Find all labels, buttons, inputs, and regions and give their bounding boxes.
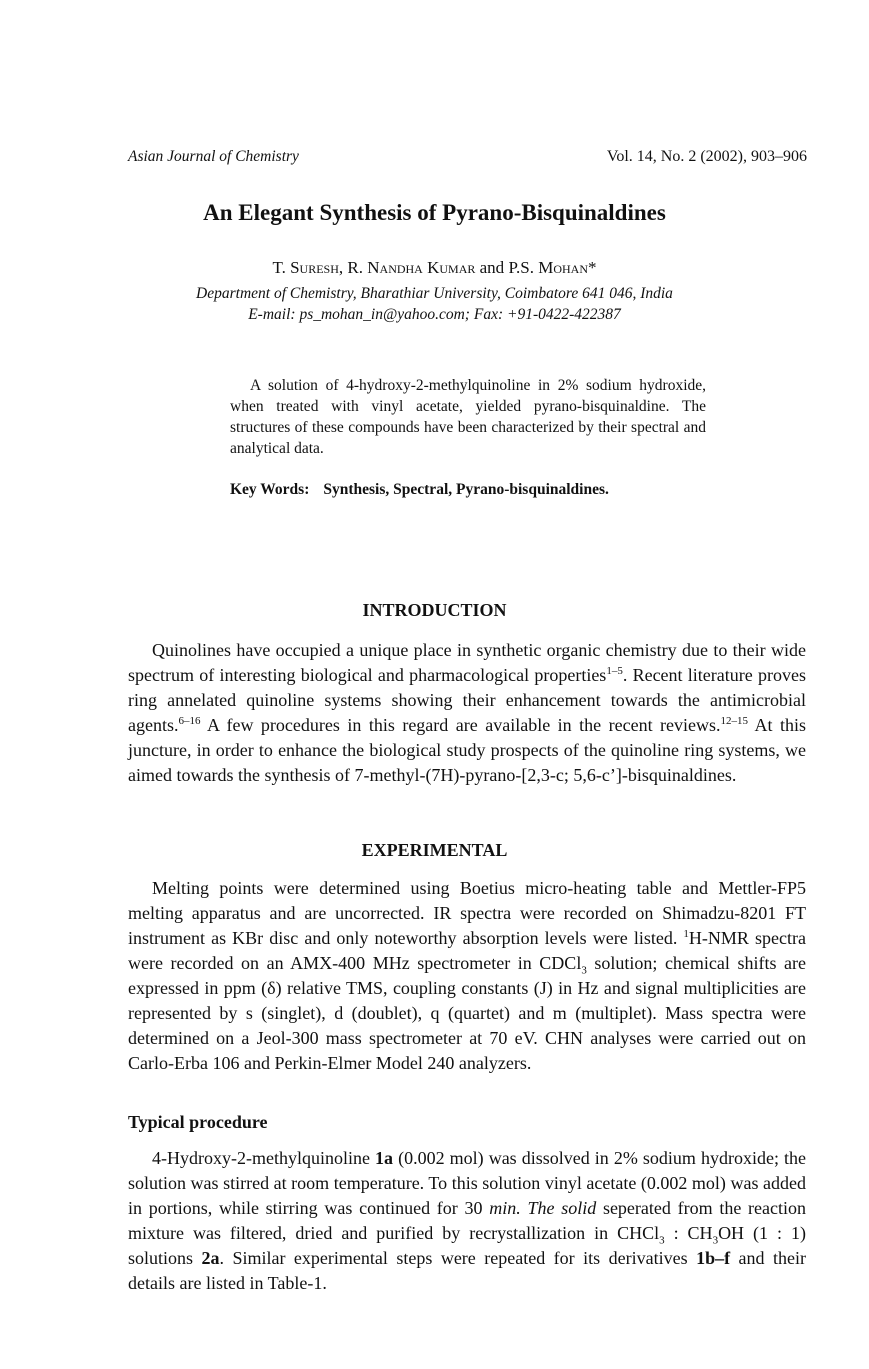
author-1: T. Suresh <box>272 258 339 277</box>
subscript: 3 <box>659 1234 665 1247</box>
department: Department of Chemistry, Bharathiar University, Coimbatore 641 046, India <box>196 285 673 302</box>
keywords-values: Synthesis, Spectral, Pyrano-bisquinaldines. <box>323 481 609 498</box>
subscript: 3 <box>581 964 587 977</box>
compound-label: 1b–f <box>696 1248 731 1268</box>
journal-name: Asian Journal of Chemistry <box>128 148 299 165</box>
citation: 6–16 <box>178 715 201 727</box>
experimental-heading: EXPERIMENTAL <box>361 840 508 860</box>
keywords <box>230 481 609 499</box>
introduction-paragraph: Quinolines have occupied a unique place in synthetic organic chemistry due to their wide spectrum of interesting biological and pharmacological properties$^{1-5}$. Recent literature proves ring annelated quinoline systems showing their enhancement towards the antimicrobial agents.$^{6-16}$ A few procedures in this regard are available in the recent reviews.$^{12-15}$ At this juncture, in order to enhance the biological study prospects of the quinoline ring systems, we aimed towards the synthesis of 7-methyl-(7H)-pyrano-[2,3-c; 5,6-c’]-bisquinaldines. <box>128 640 807 785</box>
procedure-heading: Typical procedure <box>128 1112 268 1132</box>
author-line <box>0 258 869 278</box>
citation: 1–5 <box>606 665 623 677</box>
paper-title: An Elegant Synthesis of Pyrano-Bisquinaldines <box>203 200 666 225</box>
citation: 12–15 <box>720 715 749 727</box>
author-separator: and <box>475 258 509 277</box>
affiliation <box>0 283 869 325</box>
keywords-label: Key Words: <box>230 481 310 498</box>
nmr-superscript: 1 <box>683 928 689 940</box>
author-separator: , <box>338 258 348 277</box>
experimental-paragraph: Melting points were determined using Boetius micro-heating table and Mettler-FP5 melting apparatus and are uncorrected. IR spectra were recorded on Shimadzu-8201 FT instrument as KBr disc and only noteworthy absorption levels were listed. $^1$H-NMR spectra were recorded on an AMX-400 MHz spectrometer in CDCl$_3$ solution; chemical shifts are expressed in ppm (δ) relative TMS, coupling constants (J) in Hz and signal multiplicities are represented by s (singlet), d (doublet), q (quartet) and m (multiplet). Mass spectra were determined on a Jeol-300 mass spectrometer at 70 eV. CHN analyses were carried out on Carlo-Erba 106 and Perkin-Elmer Model 240 analyzers. <box>128 878 806 1073</box>
author-2: R. Nandha Kumar <box>347 258 476 277</box>
contact-info: E-mail: ps_mohan_in@yahoo.com; Fax: +91-0422-422387 <box>248 306 621 323</box>
compound-label: 1a <box>375 1148 394 1168</box>
subscript: 3 <box>712 1234 719 1247</box>
author-3: P.S. Mohan* <box>508 258 597 277</box>
compound-label: 2a <box>201 1248 220 1268</box>
procedure-paragraph: 4-Hydroxy-2-methylquinoline 1a (0.002 mol) was dissolved in 2% sodium hydroxide; the solution was stirred at room temperature. To this solution vinyl acetate (0.002 mol) was added in portions, while stirring was continued for 30 min. The solid seperated from the reaction mixture was filtered, dried and purified by recrystallization in CHCl$_3$ : $CH_3OH$ (1 : 1) solutions 2a. Similar experimental steps were repeated for its derivatives 1b–f and their details are listed in Table-1. <box>128 1148 807 1293</box>
abstract: A solution of 4-hydroxy-2-methylquinoline in 2% sodium hydroxide, when treated with vinyl acetate, yielded pyrano-bisquinaldine. The structures of these compounds have been characterized by their spectral and analytical data. <box>230 377 706 457</box>
volume-info: Vol. 14, No. 2 (2002), 903–906 <box>606 148 807 165</box>
introduction-heading: INTRODUCTION <box>362 600 507 620</box>
